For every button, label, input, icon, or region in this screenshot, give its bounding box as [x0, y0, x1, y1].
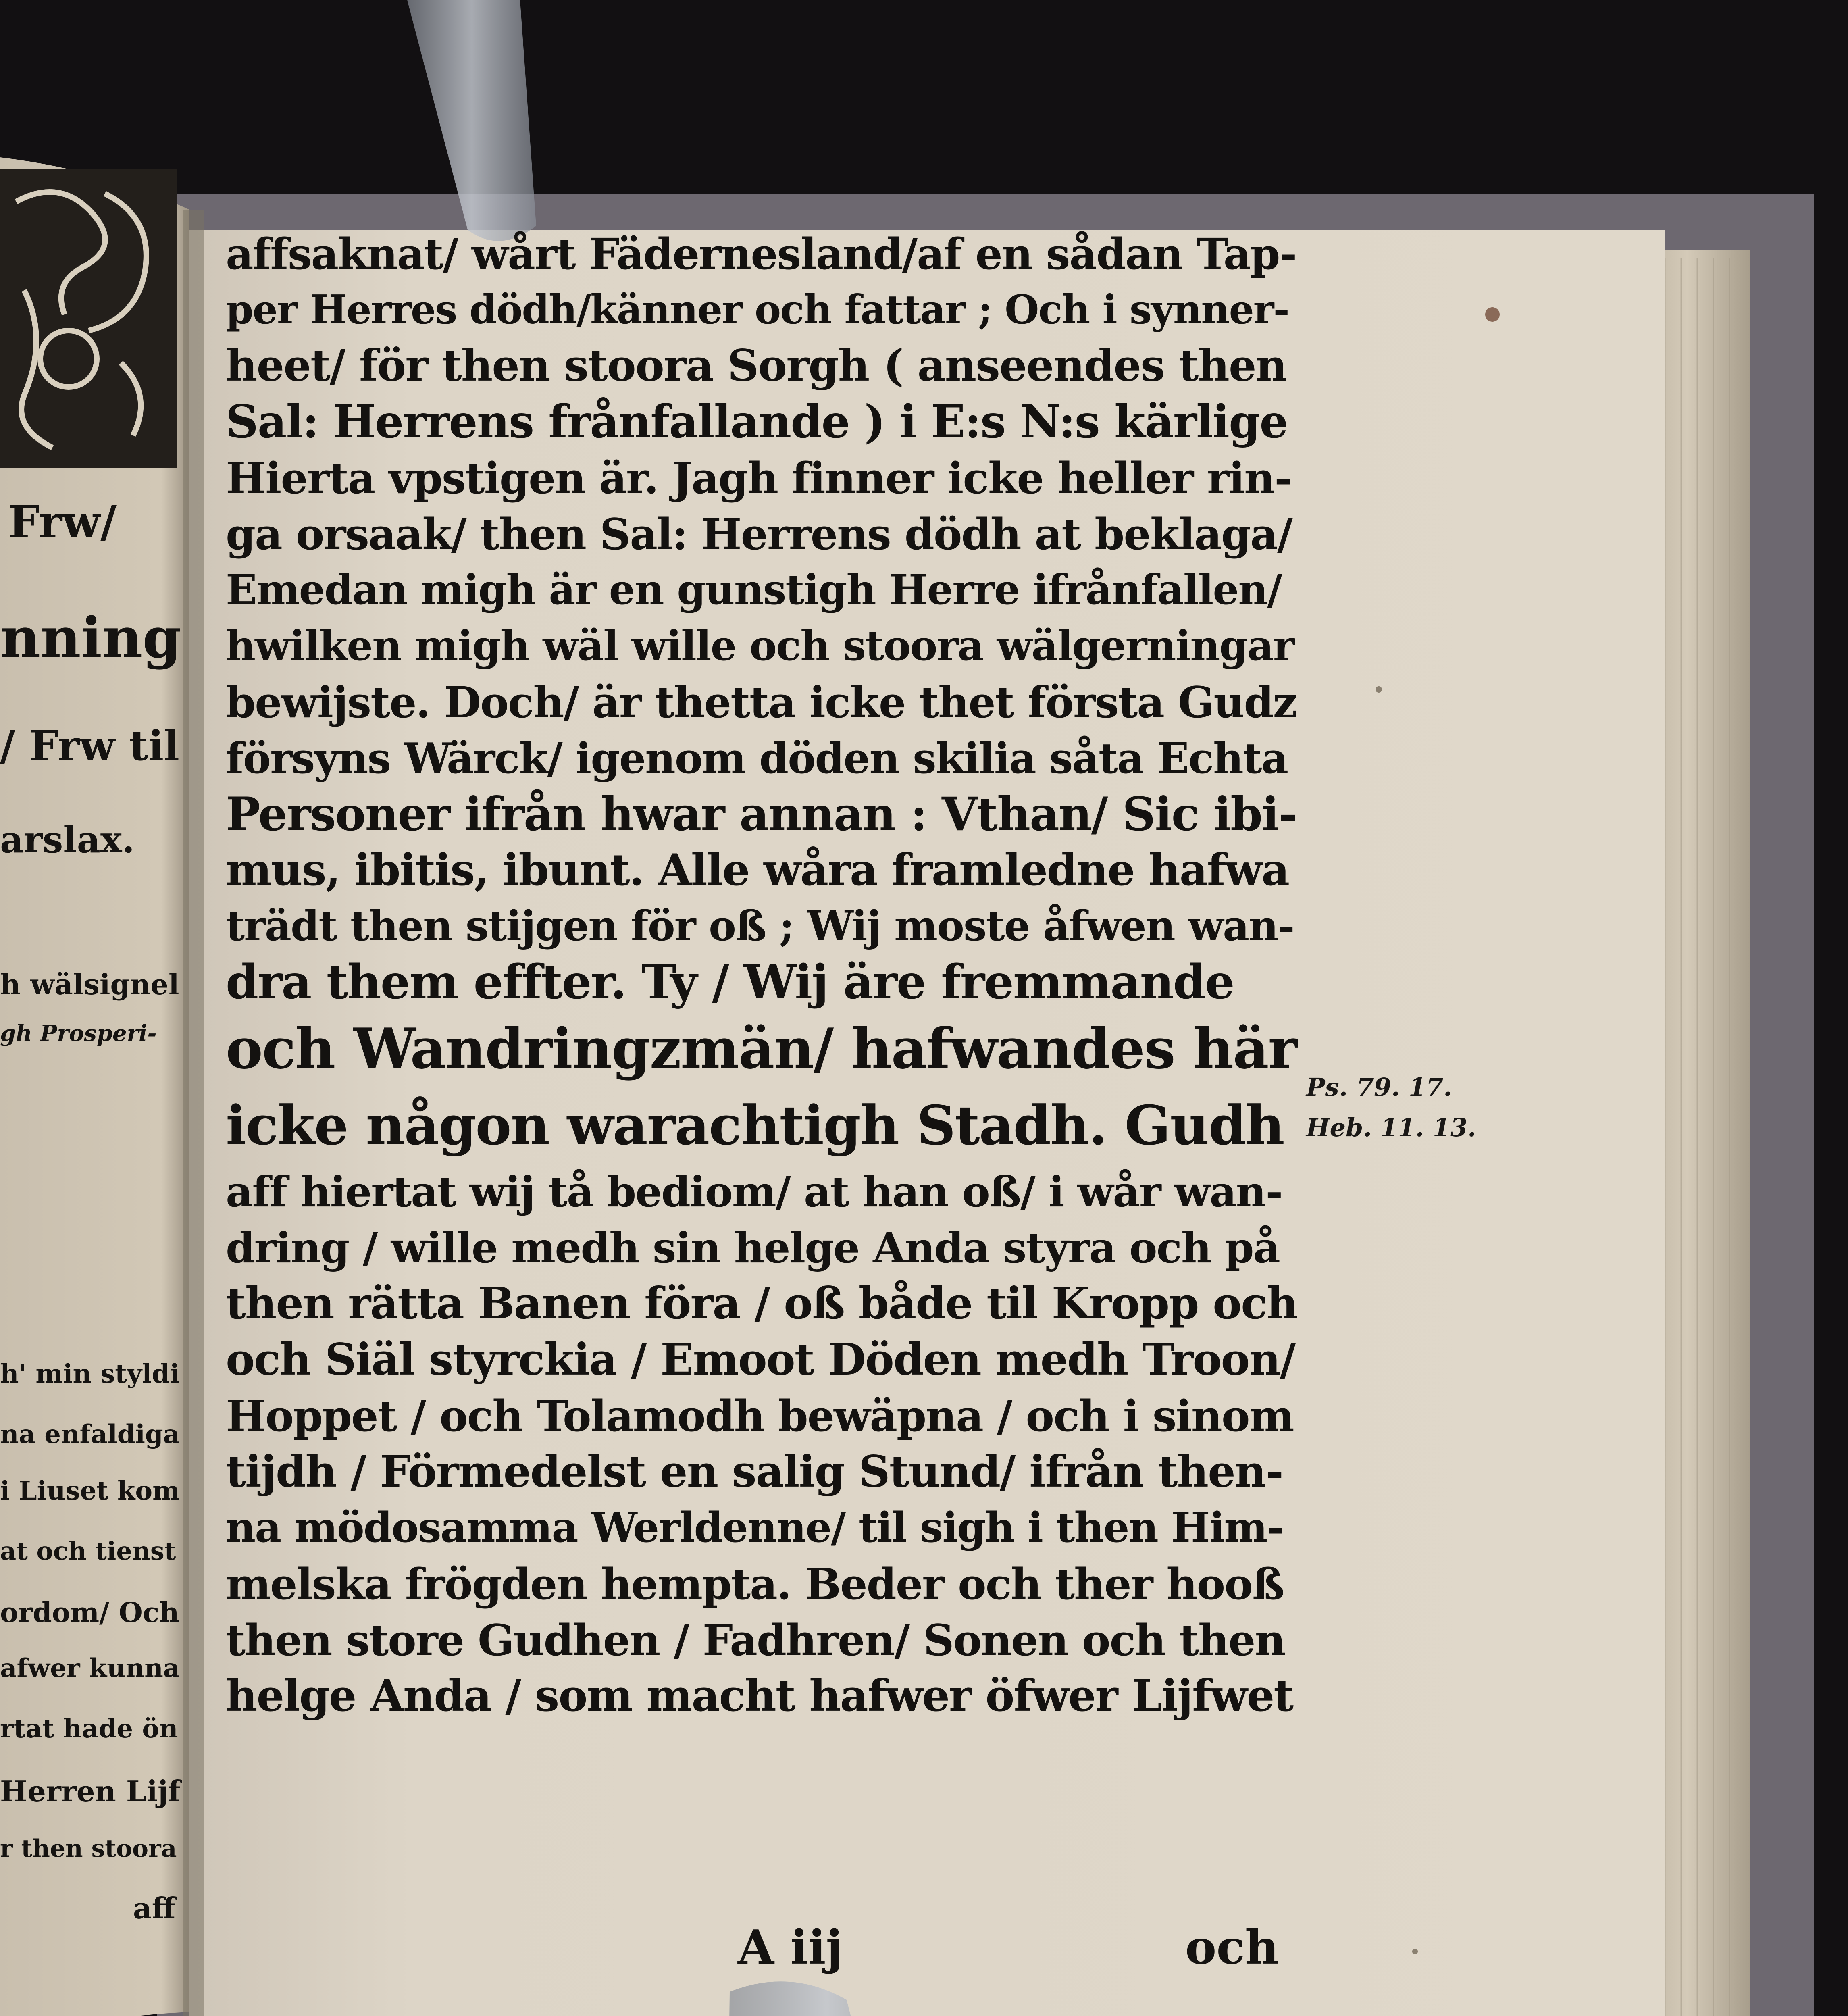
text-line: hwilken migh wäl wille och stoora wälgerningar: [226, 622, 1294, 670]
text-line: dra them effter. Ty / Wij äre fremmande: [226, 955, 1234, 1010]
text-line-emphasis: och Wandringzmän/ hafwandes här: [226, 1016, 1297, 1081]
page-body: [226, 226, 1298, 1724]
text-line: bewijste. Doch/ är thetta icke thet första Gudz: [226, 677, 1297, 727]
text-line: tijdh / Förmedelst en salig Stund/ ifrån then-: [226, 1446, 1283, 1497]
text-line: na mödosamma Werldenne/ til sigh i then Him-: [226, 1504, 1283, 1552]
text-line: Personer ifrån hwar annan : Vthan/ Sic ibi-: [226, 787, 1297, 841]
left-page-line: / Frw til: [0, 722, 180, 770]
left-page-line: Herren Lijf: [0, 1774, 181, 1808]
text-line: dring / wille medh sin helge Anda styra och på: [226, 1223, 1280, 1272]
left-page-line: ordom/ Och: [0, 1597, 179, 1629]
left-page-line: afwer kunna: [0, 1653, 180, 1683]
left-page-line: aff: [133, 1891, 176, 1925]
text-line: aff hiertat wij tå bediom/ at han oß/ i wår wan-: [226, 1167, 1282, 1216]
catchword: och: [1185, 1920, 1279, 1975]
foxing-spot: [1412, 1949, 1418, 1954]
left-page-line: na enfaldiga: [0, 1419, 180, 1450]
text-line: Sal: Herrens frånfallande ) i E:s N:s kärlige: [226, 396, 1288, 448]
signature-mark: A iij: [738, 1920, 843, 1975]
left-page-line: i Liuset kom: [0, 1476, 180, 1506]
margin-reference: Ps. 79. 17.: [1306, 1073, 1453, 1102]
left-page-line: at och tienst: [0, 1536, 176, 1566]
left-page-line: Frw/: [8, 496, 117, 548]
left-page-line: rtat hade ön: [0, 1714, 178, 1744]
left-page-line: nning: [0, 605, 181, 671]
foxing-spot: [1485, 307, 1500, 322]
text-line: ga orsaak/ then Sal: Herrens dödh at beklaga/: [226, 509, 1292, 559]
text-line: per Herres dödh/känner och fattar ; Och i synner-: [226, 287, 1289, 333]
text-line: helge Anda / som macht hafwer öfwer Lijfwet: [226, 1670, 1293, 1721]
text-line: heet/ för then stoora Sorgh ( anseendes then: [226, 340, 1287, 391]
text-line-emphasis: icke någon warachtigh Stadh. Gudh: [226, 1093, 1284, 1157]
text-line: mus, ibitis, ibunt. Alle wåra framledne hafwa: [226, 845, 1289, 896]
left-page-line: h' min styldi: [0, 1359, 180, 1389]
left-page-line: gh Prosperi-: [0, 1020, 157, 1047]
text-line: trädt then stijgen för oß ; Wij moste åfwen wan-: [226, 902, 1294, 950]
text-line: Emedan migh är en gunstigh Herre ifrånfallen/: [226, 566, 1282, 614]
text-line: then store Gudhen / Fadhren/ Sonen och then: [226, 1615, 1285, 1665]
text-line: melska frögden hempta. Beder och ther hooß: [226, 1559, 1284, 1609]
page-footer: [226, 1919, 1298, 1976]
margin-reference: Heb. 11. 13.: [1306, 1113, 1476, 1142]
left-page-line: r then stoora: [0, 1835, 177, 1863]
foxing-spot: [1376, 686, 1382, 693]
text-line: försyns Wärck/ igenom döden skilia såta Echta: [226, 733, 1288, 783]
text-line: Hoppet / och Tolamodh bewäpna / och i sinom: [226, 1391, 1294, 1441]
left-page-line: arslax.: [0, 818, 135, 861]
text-line: Hierta vpstigen är. Jagh finner icke heller rin-: [226, 453, 1292, 503]
text-line: then rätta Banen föra / oß både til Kropp och: [226, 1278, 1298, 1329]
text-line: och Siäl styrckia / Emoot Döden medh Troon/: [226, 1334, 1295, 1385]
text-line: affsaknat/ wårt Fädernesland/af en sådan Tap-: [226, 229, 1297, 279]
left-page-line: h wälsignel: [0, 968, 179, 1001]
left-page-text: [0, 0, 189, 2016]
